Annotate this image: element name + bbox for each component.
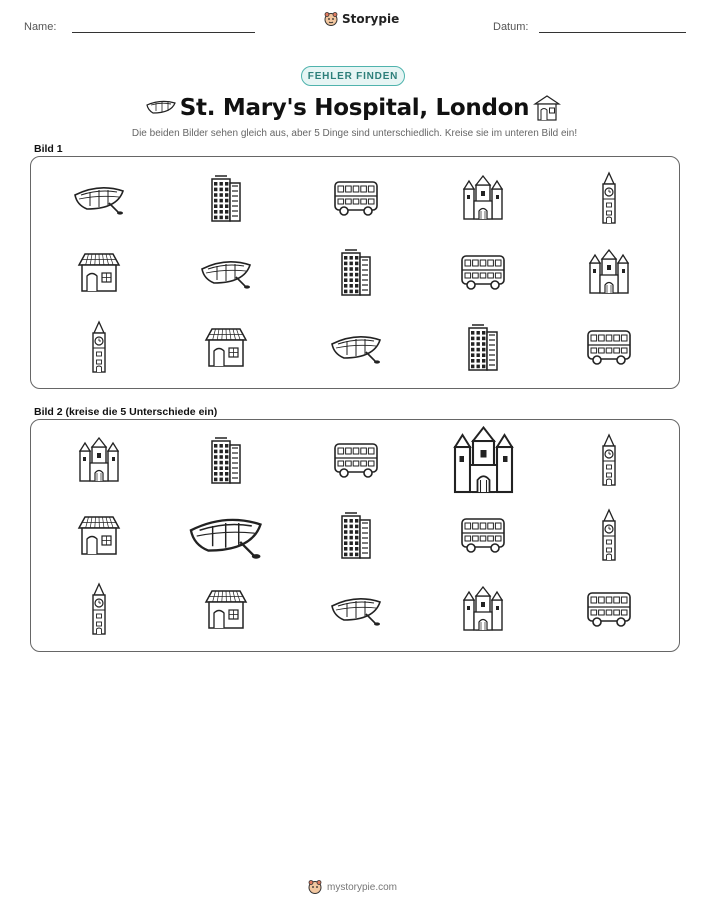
rowboat-icon xyxy=(200,255,252,289)
rowboat-icon xyxy=(188,510,263,559)
page-title: St. Mary's Hospital, London xyxy=(179,95,530,121)
clock-tower-icon xyxy=(598,508,620,562)
office-building-icon xyxy=(466,322,500,372)
double-decker-bus-icon xyxy=(333,441,379,479)
office-building-icon xyxy=(339,247,373,297)
clock-tower-icon xyxy=(88,582,110,636)
storypie-mascot-icon xyxy=(324,12,338,26)
house-icon xyxy=(203,588,249,630)
double-decker-bus-icon xyxy=(586,328,632,366)
footer-url[interactable]: mystorypie.com xyxy=(327,881,398,893)
date-line[interactable] xyxy=(539,32,686,33)
clock-tower-icon xyxy=(88,320,110,374)
picture1-panel xyxy=(30,156,680,389)
brand-logo xyxy=(324,12,399,26)
castle-icon xyxy=(460,175,506,221)
instructions: Die beiden Bilder sehen gleich aus, aber 5 Dinge sind unterschiedlich. Kreise sie im unteren Bild ein! xyxy=(131,128,578,139)
activity-badge: FEHLER FINDEN xyxy=(301,66,405,86)
house-icon xyxy=(76,514,122,556)
clock-tower-icon xyxy=(598,171,620,225)
castle-icon xyxy=(449,426,518,495)
picture2-panel[interactable] xyxy=(30,419,680,652)
storypie-mascot-icon xyxy=(308,880,322,894)
office-building-icon xyxy=(339,510,373,560)
picture2-label: Bild 2 (kreise die 5 Unterschiede ein) xyxy=(34,406,218,418)
rowboat-icon xyxy=(330,592,382,626)
castle-icon xyxy=(460,586,506,632)
castle-icon xyxy=(76,437,122,483)
picture1-label: Bild 1 xyxy=(34,143,63,155)
office-building-icon xyxy=(209,435,243,485)
house-icon xyxy=(203,326,249,368)
name-label: Name: xyxy=(24,21,57,33)
double-decker-bus-icon xyxy=(586,590,632,628)
office-building-icon xyxy=(209,173,243,223)
title-row xyxy=(0,92,709,124)
rowboat-icon xyxy=(330,330,382,364)
footer xyxy=(308,880,397,894)
castle-icon xyxy=(586,249,632,295)
clock-tower-icon xyxy=(598,433,620,487)
date-label: Datum: xyxy=(493,21,529,33)
house-icon xyxy=(76,251,122,293)
double-decker-bus-icon xyxy=(460,253,506,291)
rowboat-icon xyxy=(73,181,125,215)
name-line[interactable] xyxy=(72,32,255,33)
brand-name: Storypie xyxy=(342,12,400,26)
double-decker-bus-icon xyxy=(460,516,506,554)
double-decker-bus-icon xyxy=(333,179,379,217)
house-icon xyxy=(532,93,562,123)
